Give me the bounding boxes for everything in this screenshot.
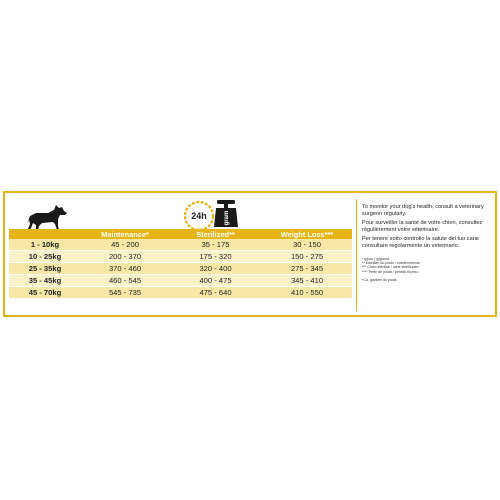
footnote: * g/jour / g/giorno	[362, 256, 390, 261]
weight-range: 35 - 45kg	[28, 276, 62, 285]
weight-loss-value: 275 - 345	[290, 264, 324, 273]
weight-loss-value: 30 - 150	[293, 240, 321, 249]
header-weight-loss: Weight Loss***	[280, 229, 334, 239]
weight-loss-value: 345 - 410	[290, 276, 324, 285]
sterilized-value: 400 - 475	[199, 276, 232, 285]
maintenance-value: 200 - 370	[108, 252, 142, 261]
weight-range: 25 - 35kg	[28, 264, 62, 273]
maintenance-value: 370 - 460	[108, 264, 142, 273]
weight-range: 45 - 70kg	[28, 288, 62, 297]
weight-loss-value: 410 - 550	[290, 288, 324, 297]
advice-italian: Per tenere sotto controllo la salute del tuo cane consultare regolarmente un veterinario.	[362, 236, 479, 249]
table-row	[9, 275, 352, 287]
sterilized-value: 320 - 400	[199, 264, 232, 273]
weight-range: 1 - 10kg	[30, 240, 60, 249]
footnote: **** Perte de poids / perdita di peso	[362, 269, 419, 274]
table-row	[9, 239, 352, 251]
maintenance-value: 45 - 200	[111, 240, 139, 249]
vet-advice-panel	[362, 204, 494, 283]
gram-scale-icon	[213, 197, 243, 231]
feeding-guide-card	[3, 191, 497, 317]
scale-label: gram	[224, 210, 230, 226]
sterilized-value: 35 - 175	[201, 240, 230, 249]
table-row	[9, 263, 352, 275]
table-row	[9, 251, 352, 263]
table-row	[9, 287, 352, 299]
maintenance-value: 545 - 735	[108, 288, 142, 297]
footnote: ** Maintien du poids / mantenimento	[362, 260, 420, 265]
maintenance-value: 460 - 545	[108, 276, 142, 285]
sterilized-value: 175 - 320	[199, 252, 232, 261]
sterilized-value: 475 - 640	[199, 288, 232, 297]
advice-english: To monitor your dog's health, consult a veterinary surgeon regularly.	[362, 204, 484, 217]
column-divider	[356, 199, 357, 311]
header-maintenance: Maintenance*	[101, 229, 149, 239]
feeding-table	[9, 229, 352, 299]
advice-french: Pour surveiller la santé de votre chien, consultez régulièrement votre vétérinaire.	[362, 220, 483, 233]
footnote: *Ca. gardien du poids	[362, 278, 397, 283]
table-header	[9, 229, 352, 239]
header-sterilized: Sterilized**	[196, 229, 235, 239]
weight-range: 10 - 25kg	[28, 252, 62, 261]
footnote: *** Chien stérilisé / cane sterilizzato	[362, 265, 419, 270]
weight-loss-value: 150 - 275	[290, 252, 324, 261]
dog-silhouette-icon	[23, 202, 71, 232]
clock-label: 24h	[191, 211, 207, 221]
